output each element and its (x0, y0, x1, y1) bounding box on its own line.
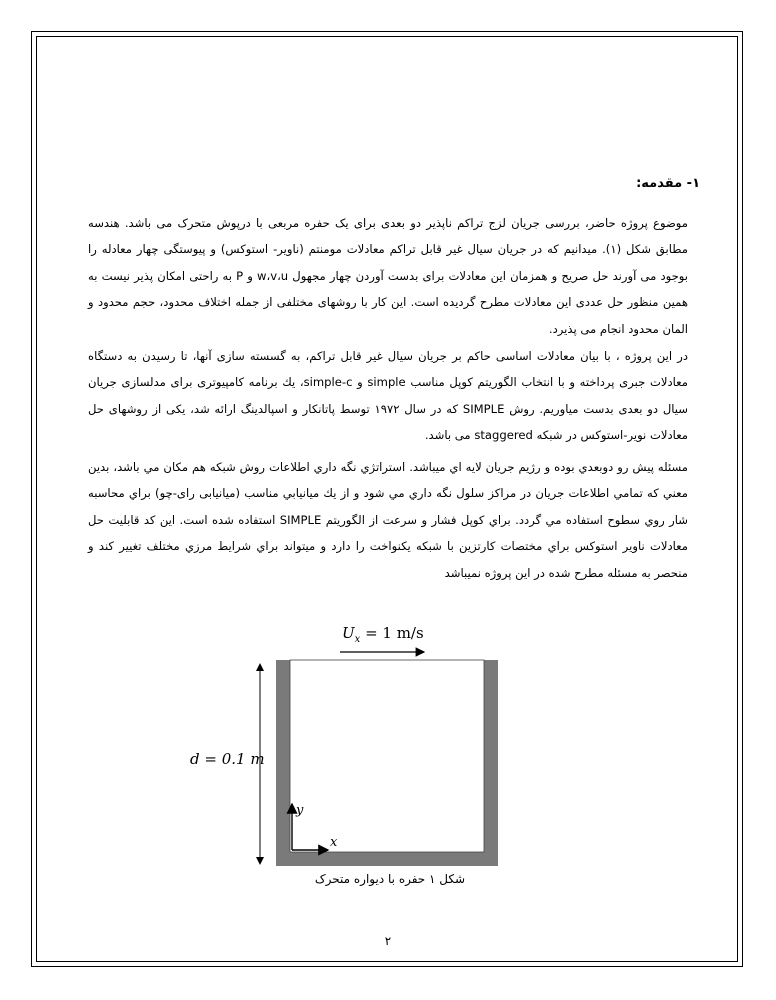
paragraph-intro: موضوع پروژه حاضر، بررسی جریان لزج تراکم ناپذیر دو بعدی برای یک حفره مربعی با درپوش متحرک می باشد. هندسه مطابق شکل (۱). میدانیم که در جریان سیال غیر قابل تراکم معادلات مومنتم (ناویر- استوکس) و پیوستگی چهار معادله را بوجود می آورند حل صریح و همزمان این معادلات برای بدست آوردن چهار مجهول w،v،u و P به راحتی امکان پذیر نیست به همین منظور حل عددی این معادلات مطرح گردیده است. این کار با روشهای مختلفی از جمله اختلاف محدود، حجم محدود و المان محدود انجام می پذیرد. (88, 216, 688, 336)
lid-velocity-label: $U_x = 1$ m/s (342, 624, 424, 645)
paragraph-method: در این پروژه ، با بیان معادلات اساسی حاکم بر جریان سیال غیر قابل تراکم، به گسسته سازی آنها، تا رسیدن به دستگاه معادلات جبری پرداخته و با انتخاب الگوریتم کوپل مناسب simple و simple-c، یك برنامه کامپیوتری برای مدلسازی جریان سیال دو بعدی بدست میاوریم. روش SIMPLE که در سال ۱۹۷۲ توسط پاتانکار و اسپالدینگ ارائه شد، یکی از روشهای حل معادلات نویر-استوکس در شبکه staggered می باشد. (88, 349, 688, 443)
y-axis-label: y (296, 803, 304, 818)
right-wall (484, 660, 498, 866)
depth-label: d = 0.1 m (190, 750, 265, 768)
page-number: ۲ (384, 934, 392, 948)
bottom-wall (276, 852, 498, 866)
section-heading: ۱- مقدمه: (636, 176, 700, 191)
left-wall (276, 660, 290, 866)
cavity-interior (290, 660, 484, 852)
x-axis-label: x (330, 835, 338, 850)
paragraph-solver: مسئله پیش رو دوبعدي بوده و رژیم جریان لایه اي میباشد. استراتژي نگه داري اطلاعات روش شبکه هم مکان مي باشد، بدین معني که تمامي اطلاعات جریان در مراکز سلول نگه داري مي شود و از یك میانیابي مناسب (میانیابی رای-چو) براي محاسبه شار روي سطوح استفاده مي گردد. براي کوپل فشار و سرعت از الگوریتم SIMPLE استفاده شده است. این کد قابلیت حل معادلات ناویر استوکس براي مختصات کارتزین با شبکه یکنواخت را دارد و میتواند براي شرایط مرزي مختلف تغییر کند و منحصر به مسئله مطرح شده در این پروژه نميباشد (88, 460, 688, 580)
figure-caption: شکل ۱ حفره با دیواره متحرک (314, 872, 466, 886)
cavity-figure (180, 608, 510, 870)
